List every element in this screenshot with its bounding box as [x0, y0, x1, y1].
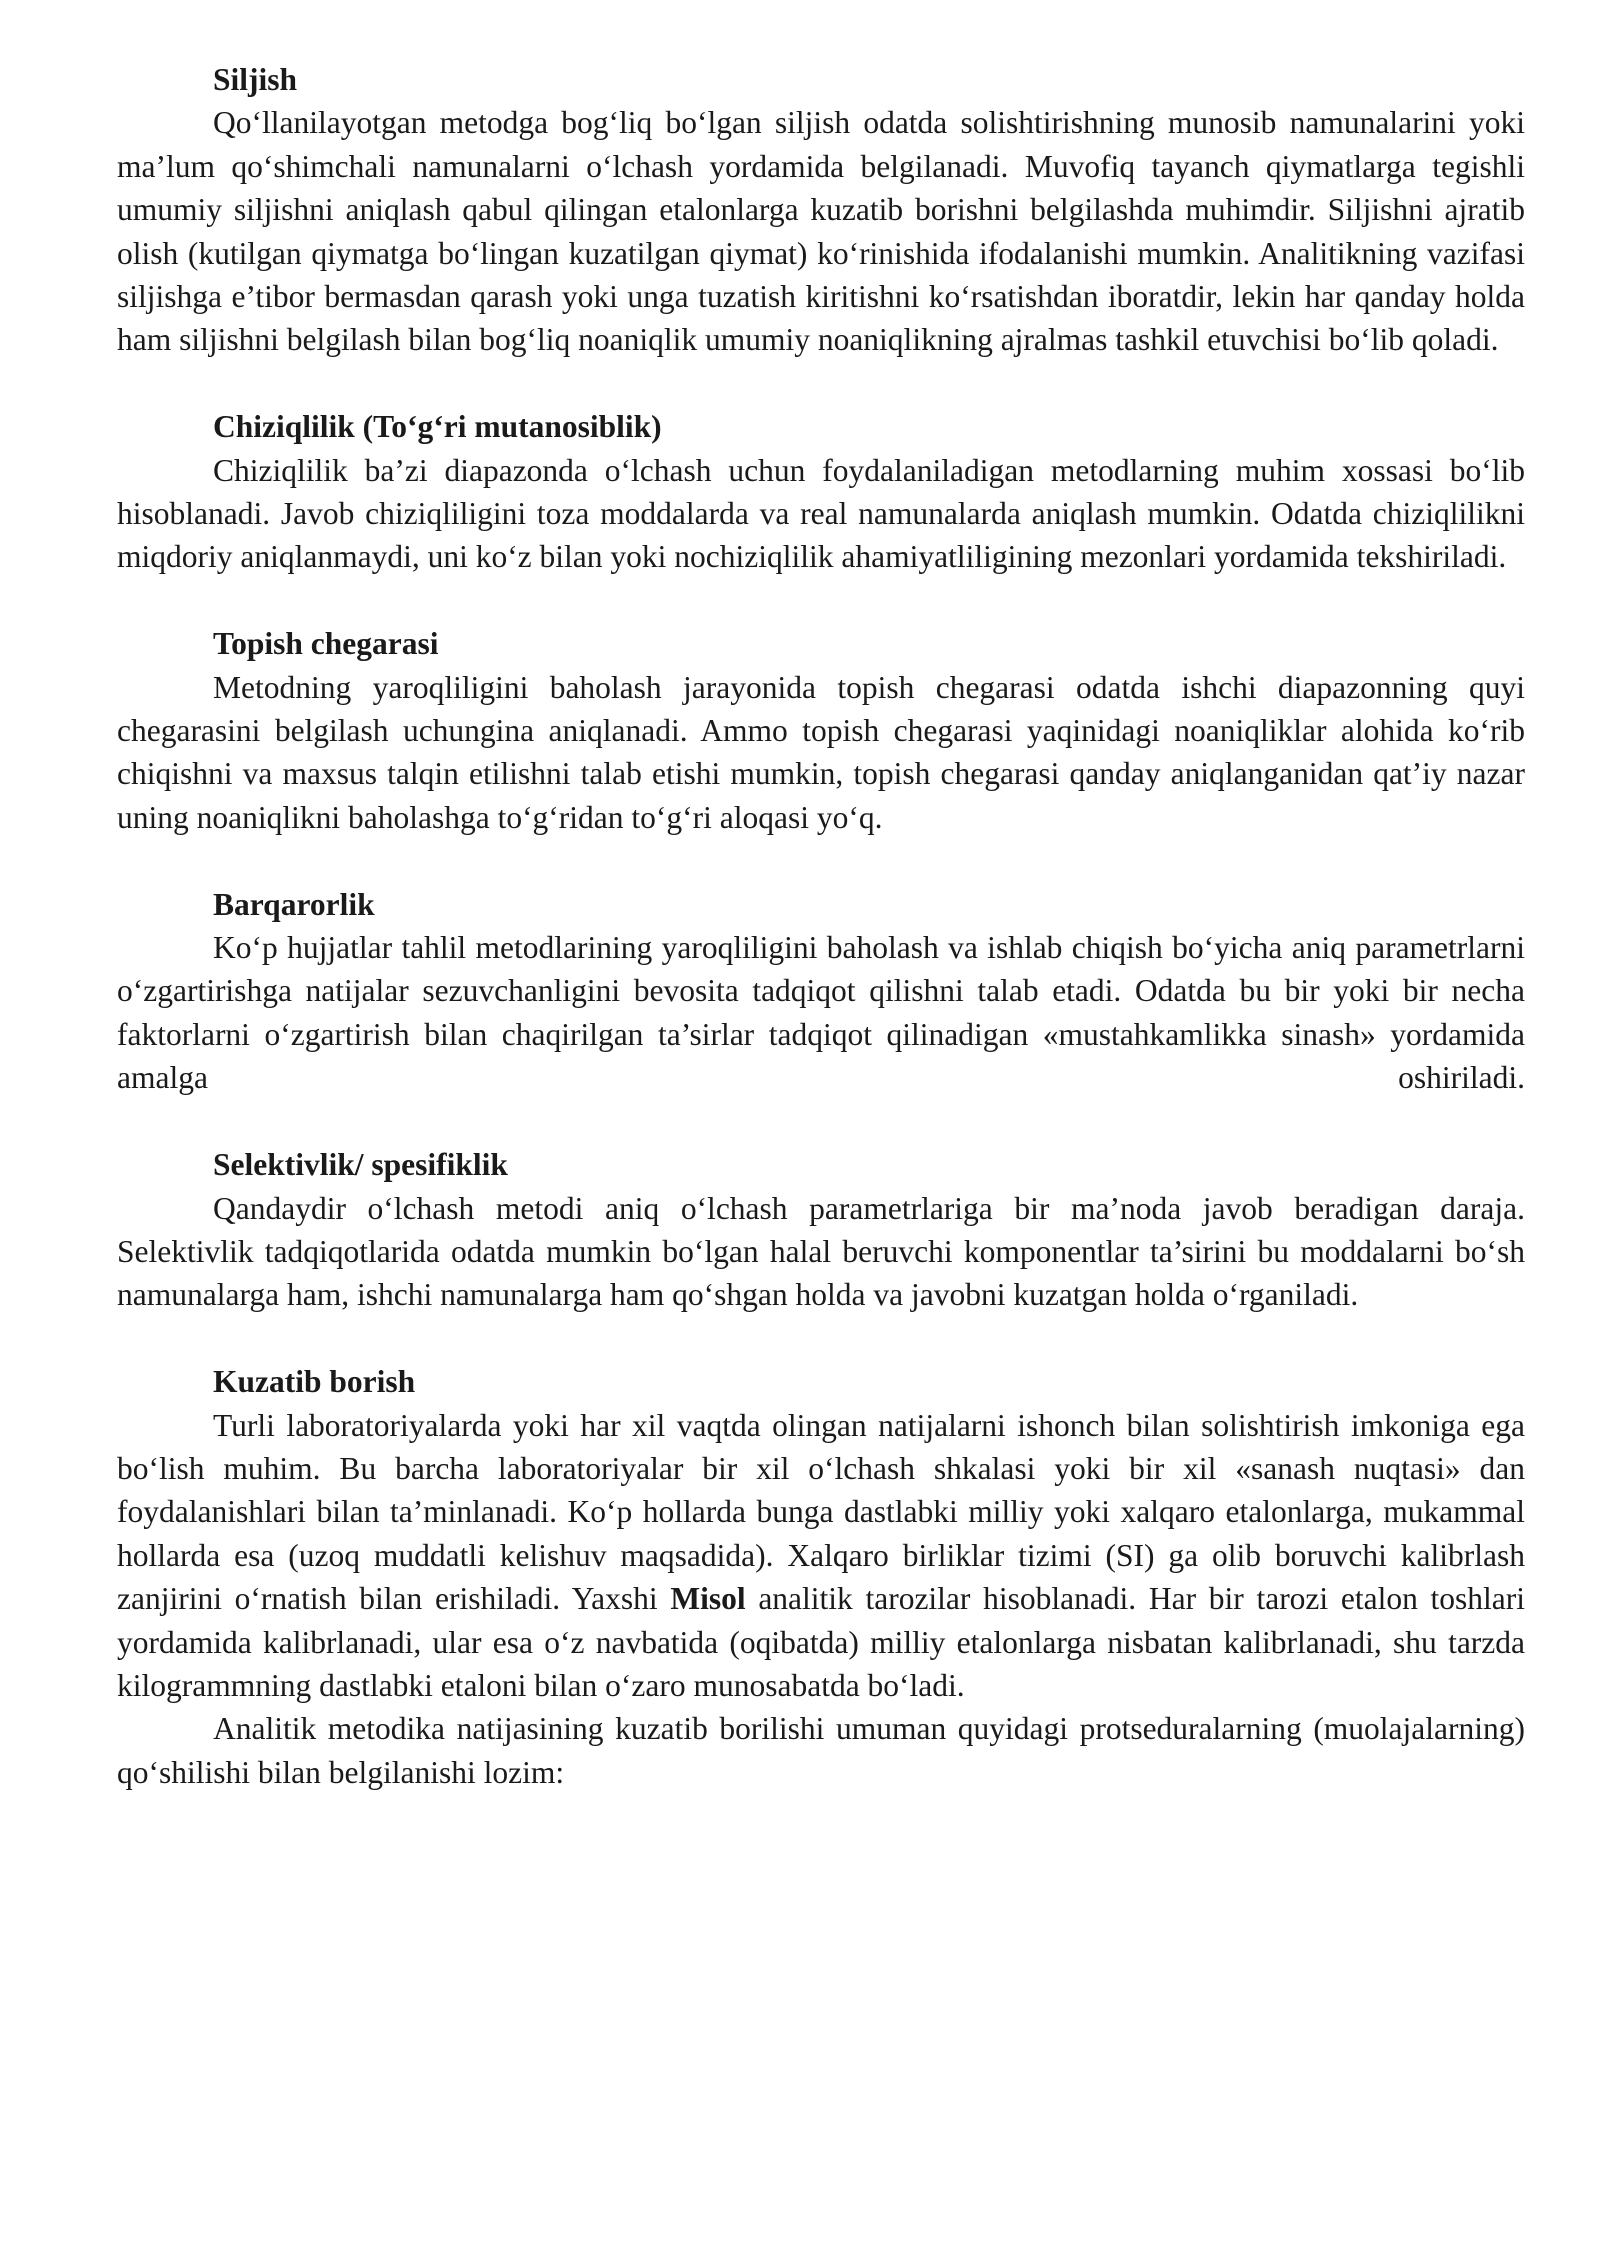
paragraph: Qo‘llanilayotgan metodga bog‘liq bo‘lgan siljish odatda solishtirishning munosib namunalarini yoki ma’lum qo‘shimchali namunalarni o‘lchash yordamida belgilanadi. Muvofiq tayanch qiymatlarga tegishli umumiy siljishni aniqlash qabul qilingan etalonlarga kuzatib borishni belgilashda muhimdir. Siljishni ajratib olish (kutilgan qiymatga bo‘lingan kuzatilgan qiymat) ko‘rinishida ifodalanishi mumkin. Analitikning vazifasi siljishga e’tibor bermasdan qarash yoki unga tuzatish kiritishni ko‘rsatishdan iboratdir, lekin har qanday holda ham siljishni belgilash bilan bog‘liq noaniqlik umumiy noaniqlikning ajralmas tashkil etuvchisi bo‘lib qoladi. — [117, 105, 1525, 358]
section-kuzatib-borish — [117, 1360, 1525, 1794]
paragraph-text: analitik tarozilar hisoblanadi. Har bir tarozi etalon toshlari yordamida kalibrlanadi, ular esa o‘z navbatida (oqibatda) milliy etalonlarga nisbatan kalibrlanadi, shu tarzda kilogrammning dastlabki etaloni bilan o‘zaro munosabatda bo‘ladi. — [117, 1581, 1525, 1703]
section-siljish — [117, 58, 1525, 362]
bold-term: Misol — [670, 1581, 746, 1617]
section-topish-chegarasi — [117, 622, 1525, 839]
paragraph: Metodning yaroqliligini baholash jarayonida topish chegarasi odatda ishchi diapazonning quyi chegarasini belgilash uchungina aniqlanadi. Ammo topish chegarasi yaqinidagi noaniqliklar alohida ko‘rib chiqishni va maxsus talqin etilishni talab etishi mumkin, topish chegarasi qanday aniqlanganidan qat’iy nazar uning noaniqlikni baholashga to‘g‘ridan to‘g‘ri aloqasi yo‘q. — [117, 669, 1525, 835]
paragraph: Qandaydir o‘lchash metodi aniq o‘lchash parametrlariga bir ma’noda javob beradigan daraja. Selektivlik tadqiqotlarida odatda mumkin bo‘lgan halal beruvchi komponentlar ta’sirini bu moddalarni bo‘sh namunalarga ham, ishchi namunalarga ham qo‘shgan holda va javobni kuzatgan holda o‘rganiladi. — [117, 1190, 1525, 1313]
section-heading: Kuzatib borish — [213, 1364, 416, 1400]
section-heading: Siljish — [213, 62, 298, 97]
section-heading: Chiziqlilik (To‘g‘ri mutanosiblik) — [213, 409, 662, 445]
section-heading: Selektivlik/ spesifiklik — [213, 1147, 508, 1183]
section-heading: Barqarorlik — [213, 886, 375, 922]
section-chiziqlilik — [117, 405, 1525, 579]
paragraph: Ko‘p hujjatlar tahlil metodlarining yaroqliligini baholash va ishlab chiqish bo‘yicha aniq parametrlarni o‘zgartirishga natijalar sezuvchanligini bevosita tadqiqot qilishni talab etadi. Odatda bu bir yoki bir necha faktorlarni o‘zgartirish bilan chaqirilgan ta’sirlar tadqiqot qilinadigan «mustahkamlikka sinash» yordamida amalga oshiriladi. — [117, 930, 1525, 1096]
section-heading: Topish chegarasi — [213, 626, 439, 662]
section-selektivlik — [117, 1143, 1525, 1317]
paragraph-text: Turli laboratoriyalarda yoki har xil vaqtda olingan natijalarni ishonch bilan solishtirish imkoniga ega bo‘lish muhim. Bu barcha laboratoriyalar bir xil o‘lchash shkalasi yoki bir xil «sanash nuqtasi» dan foydalanishlari bilan ta’minlanadi. Ko‘p hollarda bunga dastlabki milliy yoki xalqaro etalonlarga, mukammal hollarda esa (uzoq muddatli kelishuv maqsadida). Xalqaro birliklar tizimi (SI) ga olib boruvchi kalibrlash zanjirini o‘rnatish bilan erishiladi. Yaxshi — [117, 1407, 1525, 1617]
section-barqarorlik — [117, 883, 1525, 1100]
paragraph: Chiziqlilik ba’zi diapazonda o‘lchash uchun foydalaniladigan metodlarning muhim xossasi bo‘lib hisoblanadi. Javob chiziqliligini toza moddalarda va real namunalarda aniqlash mumkin. Odatda chiziqlilikni miqdoriy aniqlanmaydi, uni ko‘z bilan yoki nochiziqlilik ahamiyatliligining mezonlari yordamida tekshiriladi. — [117, 452, 1525, 575]
document-page — [117, 58, 1525, 1838]
paragraph — [117, 1404, 1525, 1708]
paragraph: Analitik metodika natijasining kuzatib borilishi umuman quyidagi protseduralarning (muolajalarning) qo‘shilishi bilan belgilanishi lozim: — [117, 1711, 1525, 1790]
